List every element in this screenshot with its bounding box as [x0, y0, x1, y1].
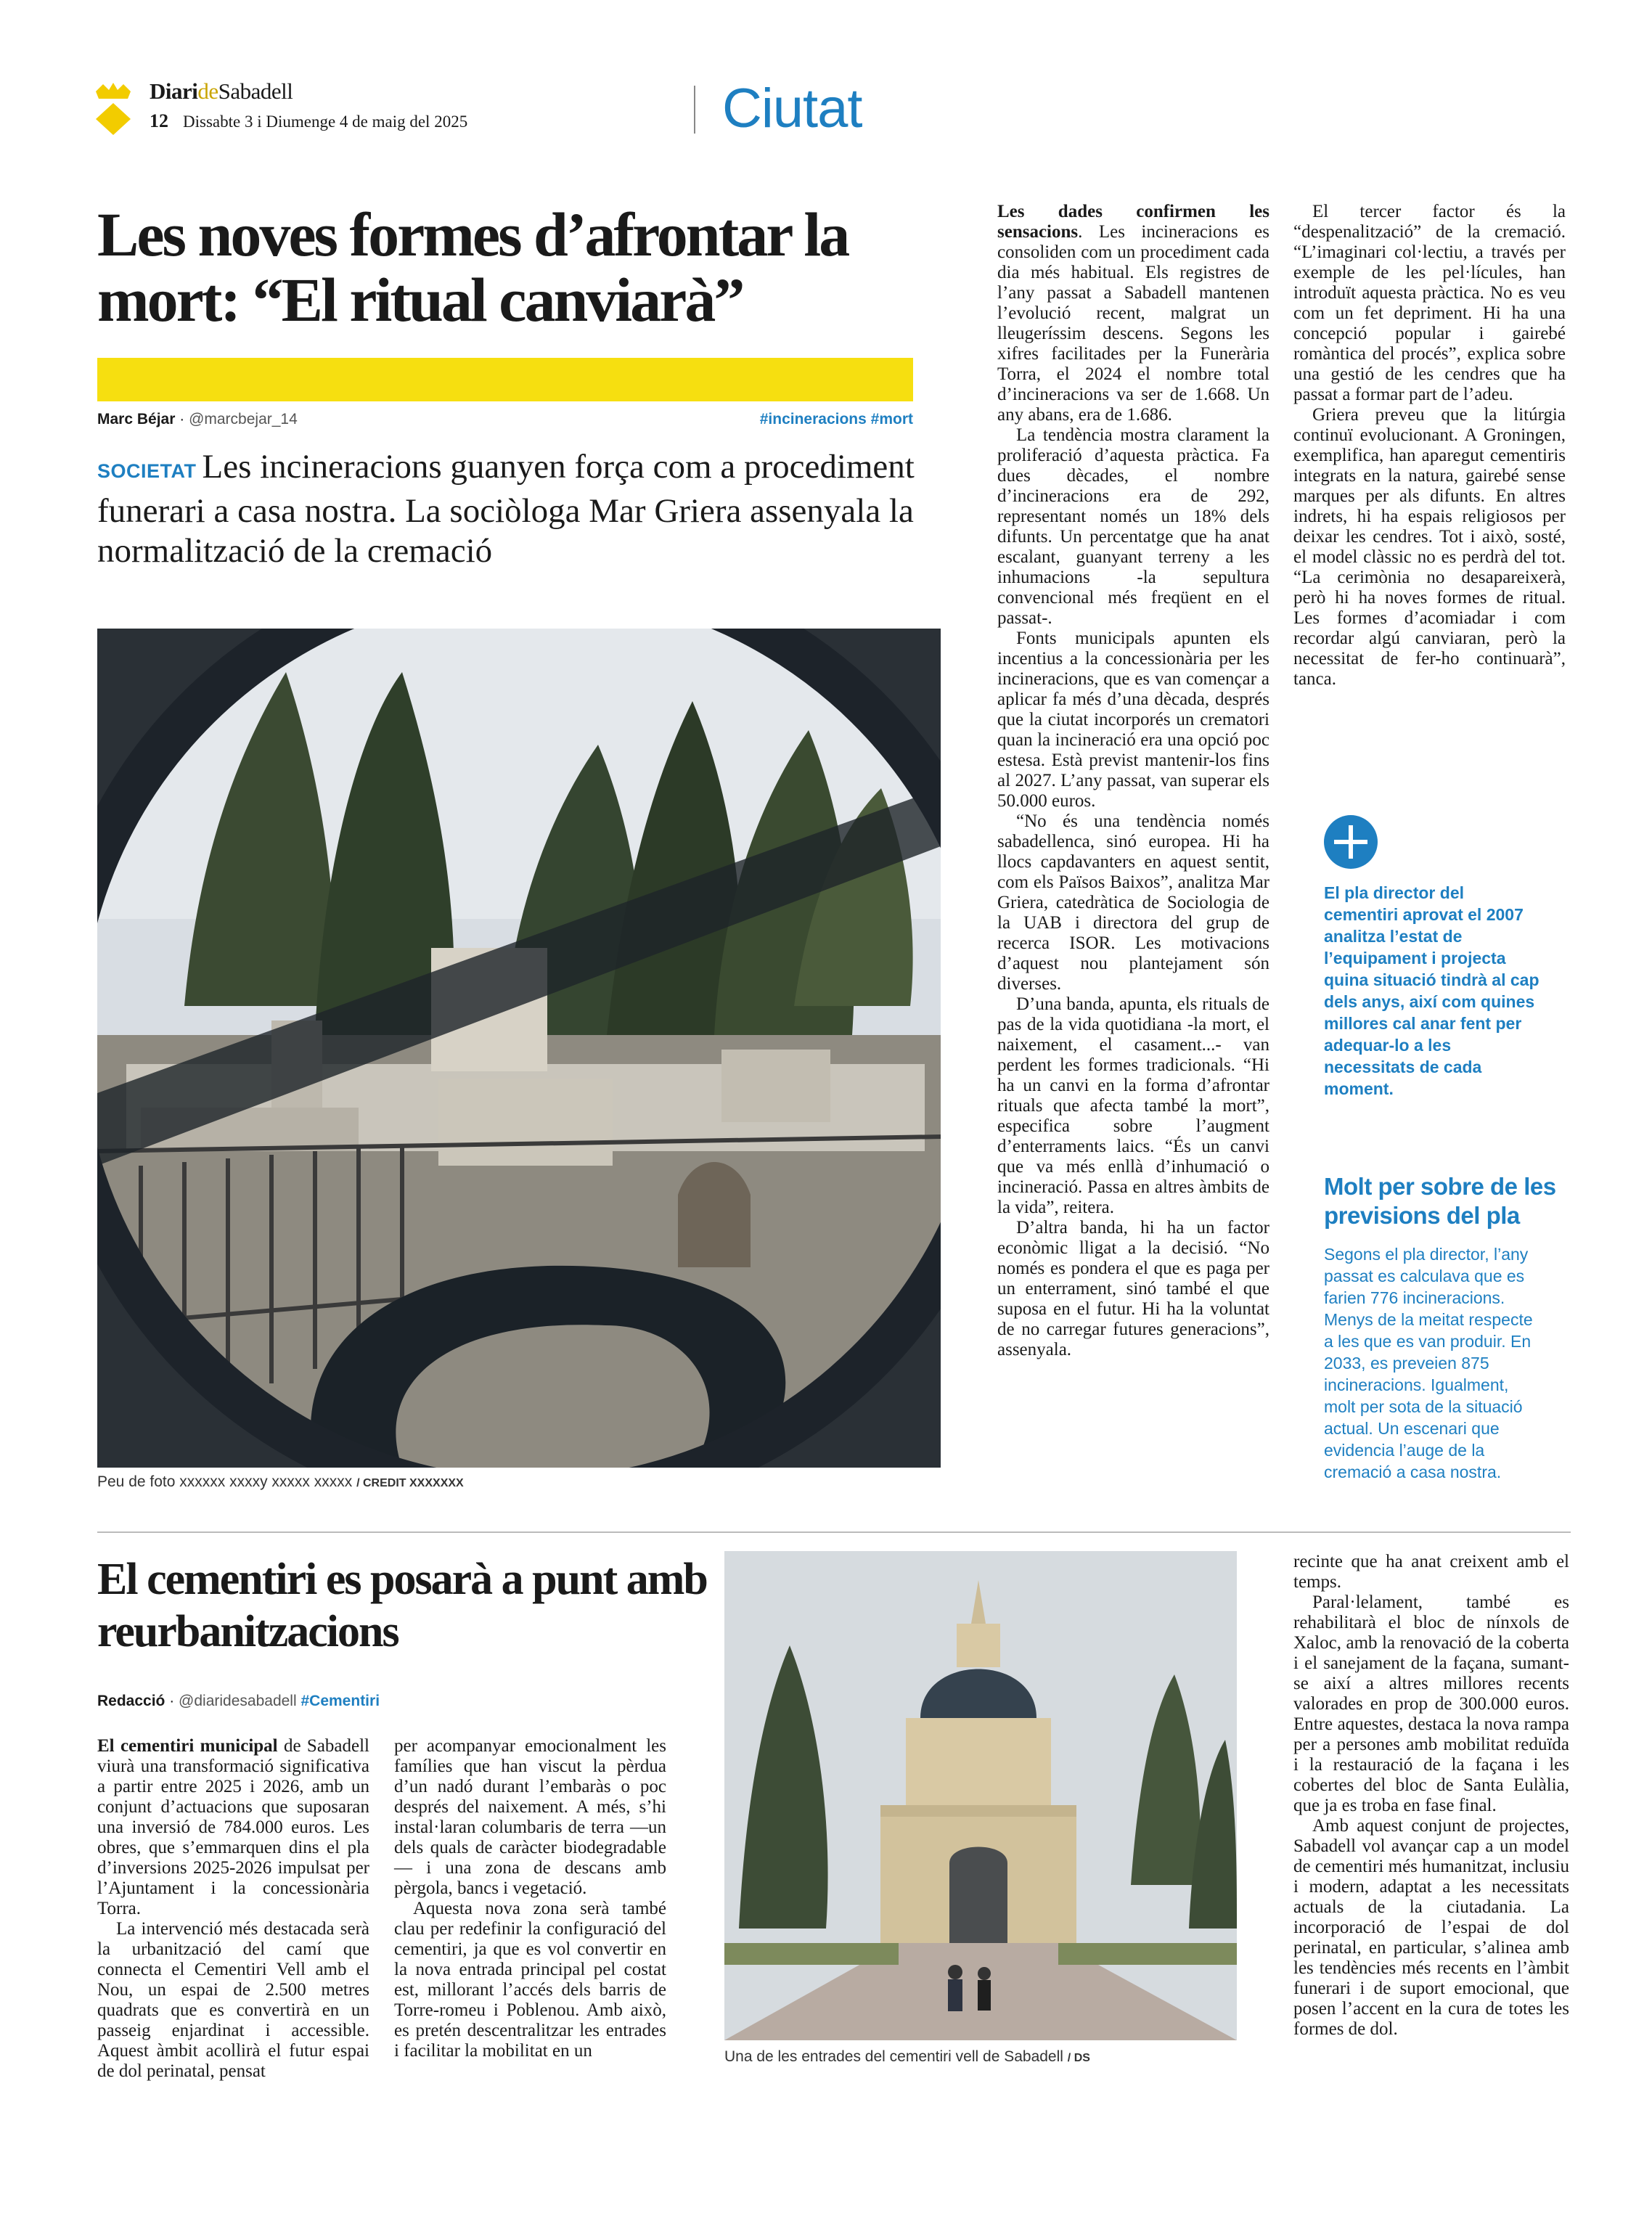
page-number: 12 [150, 110, 168, 131]
paragraph-text: D’altra banda, hi ha un factor econòmic lligat a la decisió. “No només es pondera el que es paga per un enterrament, sinó també el que suposa en el futur. Hi ha la voluntat de no carregar futures generacions”, assenyala. [997, 1218, 1269, 1359]
paragraph [97, 1736, 369, 1919]
author-name: Redacció [97, 1693, 165, 1709]
paragraph [997, 1218, 1269, 1360]
paragraph-text: El tercer factor és la “despenalització” de la cremació. “L’imaginari col·lectiu, a través per exemple de les pel·lícules, han introduït aquesta pràctica. No es veu com un fet depriment. Hi ha una concepció popular i gairebé romàntica del procés”, explica sobre una gestió de les cendres que ha passat a formar part de l’adeu. [1293, 202, 1566, 404]
header-divider [694, 86, 695, 134]
paragraph [997, 202, 1269, 425]
article2-column-2 [394, 1736, 666, 2061]
paragraph-text: Fonts municipals apunten els incentius a la concessionària per les incineracions, que es van començar a aplicar fa més d’una dècada, després que la ciutat incorporés un crematori quan la incineració era una opció poc estesa. Està previst mantenir-los fins al 2027. L’any passat, van superar els 50.000 euros. [997, 629, 1269, 811]
article-headline: Les noves formes d’afrontar la mort: “El ritual canviarà” [97, 200, 849, 335]
brand-bold: Diari [150, 78, 198, 104]
article2-tag[interactable]: #Cementiri [300, 1693, 380, 1709]
paragraph [997, 629, 1269, 811]
article2-column-1 [97, 1736, 369, 2082]
paragraph [1293, 1592, 1569, 1816]
article2-byline: Redacció · @diaridesabadell #Cementiri [97, 1693, 380, 1709]
paragraph [394, 1899, 666, 2061]
paragraph [1293, 405, 1566, 690]
paragraph-text: La tendència mostra clarament la proliferació d’aquesta pràctica. Fa dues dècades, el nombre d’incineracions era de 292, representant només un 18% dels difunts. Un percentatge que ha anat escalant, guanyant terreny a les inhumacions -la sepultura convencional més freqüent en el passat-. [997, 425, 1269, 628]
article-tags[interactable]: #incineracions #mort [759, 411, 913, 428]
photo-credit: / CREDIT XXXXXXX [356, 1477, 464, 1489]
author-name: Marc Béjar [97, 411, 176, 428]
article2-headline: El cementiri es posarà a punt amb reurbanitzacions [97, 1555, 707, 1656]
section-title: Ciutat [722, 78, 862, 139]
paragraph [1293, 202, 1566, 405]
paragraph-text: Amb aquest conjunt de projectes, Sabadell vol avançar cap a un model de cementiri més humanitzat, inclusiu i modern, adaptat a les necessitats actuals de la ciutadania. La incorporació de l’espai de dol perinatal, en particular, s’alinea amb les tendències més recents en l’àmbit funerari i de suport emocional, que posen l’accent en la cura de totes les formes de dol. [1293, 1816, 1569, 2039]
paragraph [997, 425, 1269, 629]
section-kicker: SOCIETAT [97, 460, 197, 482]
brand-city: Sabadell [218, 78, 293, 104]
paragraph-text: La intervenció més destacada serà la urbanització del camí que connecta el Cementiri Vell amb el Nou, un espai de 2.500 metres quadrats que es convertirà en un passeig enjardinat i accessible. Aquest àmbit acollirà el futur espai de dol perinatal, pensat [97, 1919, 369, 2081]
brand-name[interactable] [150, 78, 293, 105]
lede-text: Les incineracions guanyen força com a procediment funerari a casa nostra. La sociòloga Mar Griera assenyala la normalització de la cremació [97, 448, 915, 570]
photo-caption-2 [724, 2048, 1090, 2066]
paragraph [1293, 1552, 1569, 1592]
cemetery-entrance-photo[interactable] [724, 1551, 1237, 2040]
paragraph [394, 1736, 666, 1899]
author-handle[interactable]: @marcbejar_14 [189, 411, 298, 428]
article-column-1 [997, 202, 1269, 1360]
cemetery-photo-illustration [97, 629, 941, 1468]
article2-column-3 [1293, 1552, 1569, 2040]
plus-icon-bar [1349, 825, 1353, 859]
paragraph-lead: Les dades confirmen les sensacions [997, 202, 1269, 242]
headline-accent-bar [97, 358, 913, 401]
paragraph-text: . Les incineracions es consoliden com un procediment cada dia més habitual. Els registres de l’any passat a Sabadell mantenen l’evolució recent, malgrat un lleugeríssim descens. Segons les xifres facilitades per la Funerària Torra, el 2024 el nombre total d’incineracions va ser de 1.668. Un any abans, era de 1.686. [997, 222, 1269, 425]
cemetery-entrance-illustration [724, 1551, 1237, 2040]
paragraph-lead: El cementiri municipal [97, 1736, 278, 1756]
paragraph [997, 994, 1269, 1218]
issue-date: Dissabte 3 i Diumenge 4 de maig del 2025 [183, 113, 468, 131]
paragraph-text: per acompanyar emocionalment les famílies que han viscut la pèrdua d’un nadó durant l’embaràs o poc després del naixement. A més, s’hi instal·laran columbaris de terra —un dels quals de caràcter biodegradable— i una zona de descans amb pèrgola, bancs i vegetació. [394, 1736, 666, 1898]
newspaper-logo-icon[interactable] [93, 81, 134, 135]
sidebar-title: Molt per sobre de les previsions del pla [1324, 1173, 1556, 1229]
article-column-2 [1293, 202, 1566, 690]
brand-de: de [197, 78, 218, 104]
paragraph-text: “No és una tendència només sabadellenca, sinó europea. Hi ha llocs capdavanters en aquest sentit, com els Països Baixos”, analitza Mar Griera, catedràtica de Sociologia de la UAB i directora del grup de recerca ISOR. Les motivacions d’aquest nou plantejament són diverses. [997, 811, 1269, 994]
photo-caption [97, 1473, 464, 1491]
article-lede [97, 447, 917, 571]
paragraph-text: Paral·lelament, també es rehabilitarà el bloc de nínxols de Xaloc, amb la renovació de la coberta i el sanejament de la façana, sumant-se així a altres millores recents valorades en prop de 300.000 euros. Entre aquestes, destaca la nova rampa per a persones amb mobilitat reduïda i la restauració de la façana i les cobertes del bloc de Santa Eulàlia, que ja es troba en fase final. [1293, 1592, 1569, 1815]
paragraph [1293, 1816, 1569, 2040]
paragraph-text: de Sabadell viurà una transformació significativa a partir entre 2025 i 2026, amb un conjunt d’actuacions que suposaran una inversió de 784.000 euros. Les obres, que s’emmarquen dins el pla d’inversions 2025-2026 impulsat per l’Ajuntament i la concessionària Torra. [97, 1736, 370, 1918]
section-divider [97, 1531, 1571, 1533]
paragraph-text: recinte que ha anat creixent amb el temps. [1293, 1552, 1569, 1592]
paragraph-text: D’una banda, apunta, els rituals de pas de la vida quotidiana -la mort, el naixement, el casament...- van perdent les formes tradicionals. “Hi ha un canvi en la forma d’afrontar rituals que afecta també la mort”, especifica sobre l’augment d’enterraments laics. “És un canvi que va més enllà d’inhumació o incineració. Passa en altres àmbits de la vida”, reitera. [997, 994, 1269, 1217]
paragraph-text: Aquesta nova zona serà també clau per redefinir la configuració del cementiri, ja que es vol convertir en la nova entrada principal pel costat est, millorant l’accés dels barris de Torre-romeu i Poblenou. Amb això, es pretén descentralitzar les entrades i facilitar la mobilitat en un [394, 1899, 666, 2061]
author-handle[interactable]: @diaridesabadell [179, 1693, 297, 1709]
article-byline: Marc Béjar · @marcbejar_14 [97, 411, 298, 428]
caption-text: Una de les entrades del cementiri vell de Sabadell [724, 2048, 1063, 2065]
paragraph [997, 811, 1269, 994]
paragraph-text: Griera preveu que la litúrgia continuï evolucionant. A Groningen, exemplifica, han aparegut cementiris integrats en la natura, gairebé sense marques per als difunts. En altres indrets, hi ha espais religiosos per deixar les cendres. Tot i això, sosté, el model clàssic no es perdrà del tot. “La cerimònia no desapareixerà, però hi ha noves formes de ritual. Les formes d’acomiadar i com recordar algú canviaran, però la necessitat de fer-ho continuarà”, tanca. [1293, 405, 1566, 689]
caption-text: Peu de foto xxxxxx xxxxy xxxxx xxxxx [97, 1473, 353, 1490]
photo-credit: / DS [1067, 2052, 1090, 2064]
paragraph [97, 1919, 369, 2082]
cemetery-photo[interactable] [97, 629, 941, 1468]
sidebar-body: Segons el pla director, l’any passat es calculava que es farien 776 incineracions. Menys de la meitat respecte a les que es van produir. En 2033, es preveien 875 incineracions. Igualment, molt per sota de la situació actual. Un escenari que evidencia l’auge de la cremació a casa nostra. [1324, 1245, 1533, 1481]
sidebar-note: El pla director del cementiri aprovat el 2007 analitza l’estat de l’equipament i projecta quina situació tindrà al cap dels anys, així com quines millores cal anar fent per adequar-lo a les necessitats de cada moment. [1324, 883, 1539, 1098]
